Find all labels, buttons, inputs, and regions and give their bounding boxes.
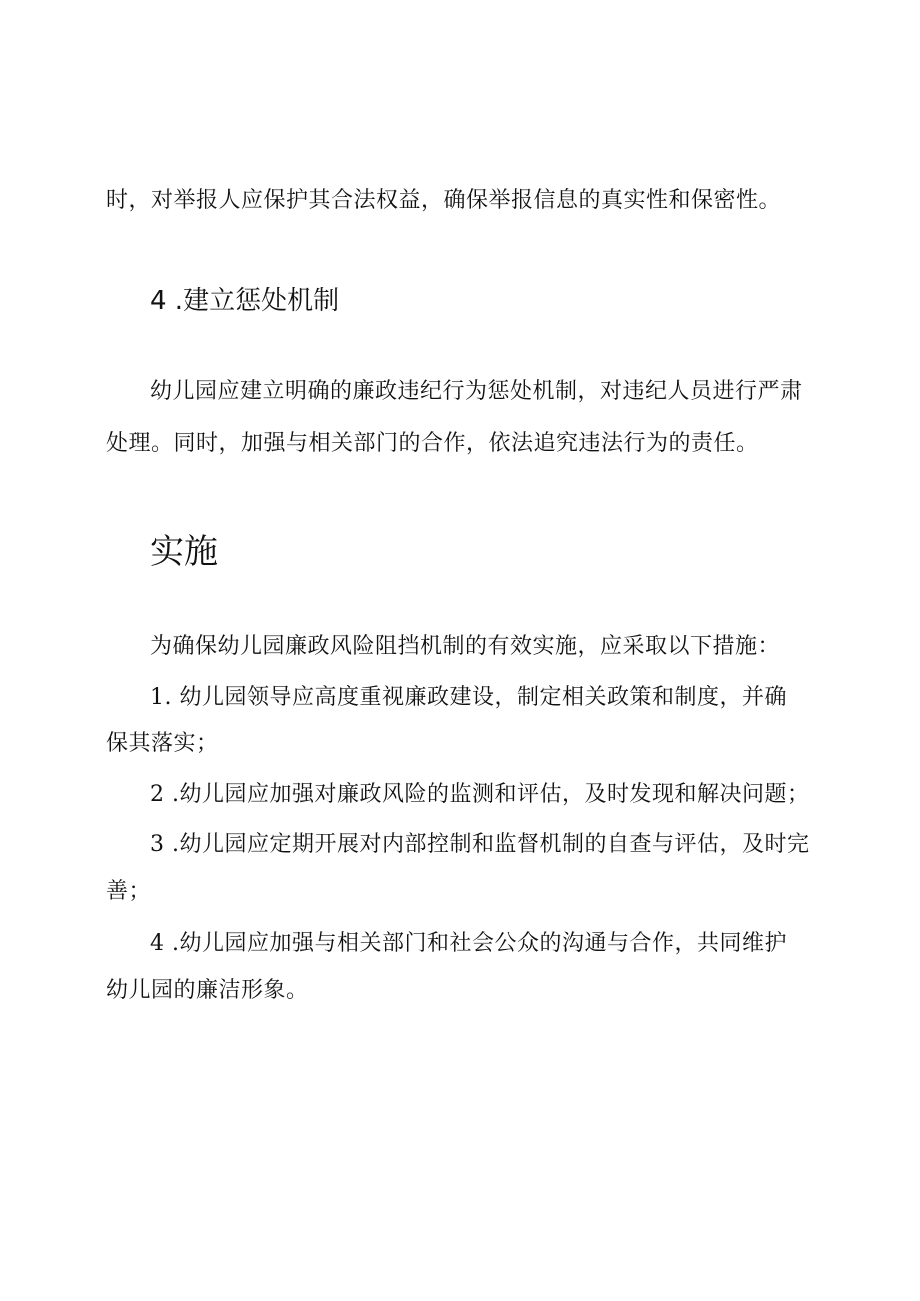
- list-item-4-line-2: 幼儿园的廉洁形象。: [106, 978, 309, 1003]
- list-item-1-line-2: 保其落实；: [106, 731, 219, 756]
- implementation-heading: 实施: [150, 532, 218, 572]
- section-4-paragraph-line-2: 处理。同时，加强与相关部门的合作，依法追究违法行为的责任。: [106, 431, 759, 456]
- list-item-3-line-1: 3 .幼儿园应定期开展对内部控制和监督机制的自查与评估，及时完: [150, 832, 810, 857]
- continuation-paragraph: 时，对举报人应保护其合法权益，确保举报信息的真实性和保密性。: [106, 188, 782, 213]
- implementation-intro: 为确保幼儿园廉政风险阻挡机制的有效实施，应采取以下措施：: [150, 634, 781, 659]
- list-item-3-line-2: 善；: [106, 879, 152, 904]
- list-item-2-line-1: 2 .幼儿园应加强对廉政风险的监测和评估，及时发现和解决问题；: [150, 782, 810, 807]
- list-item-4-line-1: 4 .幼儿园应加强与相关部门和社会公众的沟通与合作，共同维护: [150, 931, 787, 956]
- section-4-heading: 4 .建立惩处机制: [150, 286, 340, 316]
- list-item-1-line-1: 1. 幼儿园领导应高度重视廉政建设，制定相关政策和制度，并确: [150, 685, 787, 710]
- section-4-paragraph-line-1: 幼儿园应建立明确的廉政违纪行为惩处机制，对违纪人员进行严肃: [150, 379, 803, 404]
